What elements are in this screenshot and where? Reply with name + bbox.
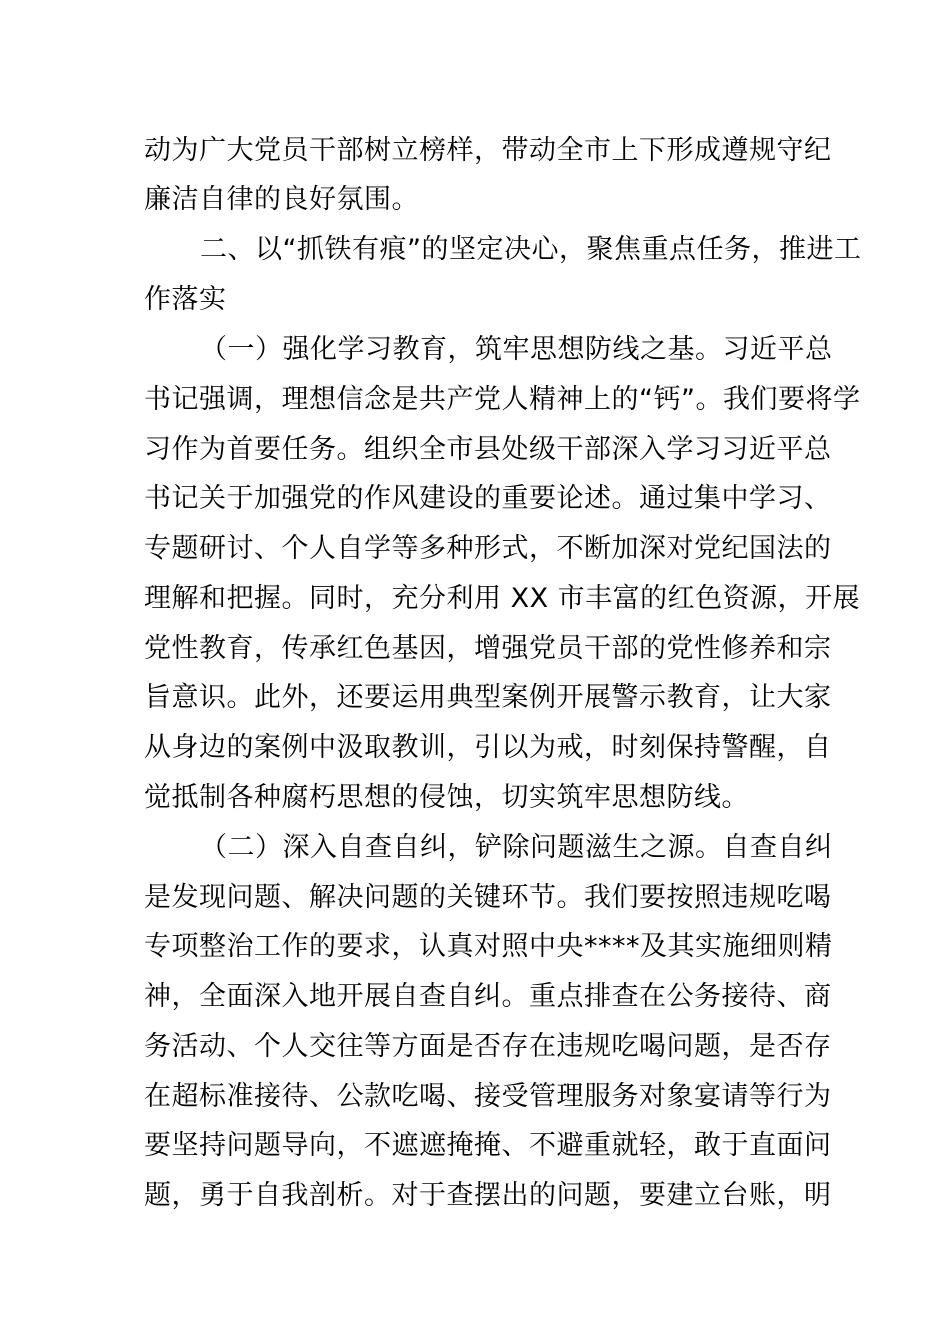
text-line-13: 从身边的案例中汲取教训，引以为戒，时刻保持警醒，自 [144,732,832,763]
subsection-heading-2: （二）深入自查自纠，铲除问题滋生之源。自查自纠 [200,832,833,863]
text-line-2: 廉洁自律的良好氛围。 [144,184,419,215]
text-line-16: 是发现问题、解决问题的关键环节。我们要按照违规吃喝 [144,882,832,913]
text-line-17: 专项整治工作的要求，认真对照中央****及其实施细则精 [144,931,833,962]
text-line-10: 理解和把握。同时，充分利用 XX 市丰富的红色资源，开展 [144,583,861,614]
text-line-7: 习作为首要任务。组织全市县处级干部深入学习习近平总 [144,434,832,465]
section-heading-2-continued: 作落实 [144,284,227,315]
text-line-14: 觉抵制各种腐朽思想的侵蚀，切实筑牢思想防线。 [144,782,749,813]
text-line-12: 旨意识。此外，还要运用典型案例开展警示教育，让大家 [144,682,832,713]
subsection-heading-1: （一）强化学习教育，筑牢思想防线之基。习近平总 [200,334,833,365]
text-line-20: 在超标准接待、公款吃喝、接受管理服务对象宴请等行为 [144,1081,832,1112]
text-line-18: 神，全面深入地开展自查自纠。重点排查在公务接待、商 [144,981,832,1012]
text-line-9: 专题研讨、个人自学等多种形式，不断加深对党纪国法的 [144,533,832,564]
text-line-21: 要坚持问题导向，不遮遮掩掩、不避重就轻，敢于直面问 [144,1130,832,1161]
text-line-11: 党性教育，传承红色基因，增强党员干部的党性修养和宗 [144,633,832,664]
text-line-6: 书记强调，理想信念是共产党人精神上的“钙”。我们要将学 [144,384,861,415]
section-heading-2: 二、以“抓铁有痕”的坚定决心，聚焦重点任务，推进工 [200,234,862,265]
text-line-22: 题，勇于自我剖析。对于查摆出的问题，要建立台账，明 [144,1180,832,1211]
text-line-1: 动为广大党员干部树立榜样，带动全市上下形成遵规守纪 [144,135,832,166]
text-line-8: 书记关于加强党的作风建设的重要论述。通过集中学习、 [144,483,832,514]
text-line-19: 务活动、个人交往等方面是否存在违规吃喝问题，是否存 [144,1031,832,1062]
